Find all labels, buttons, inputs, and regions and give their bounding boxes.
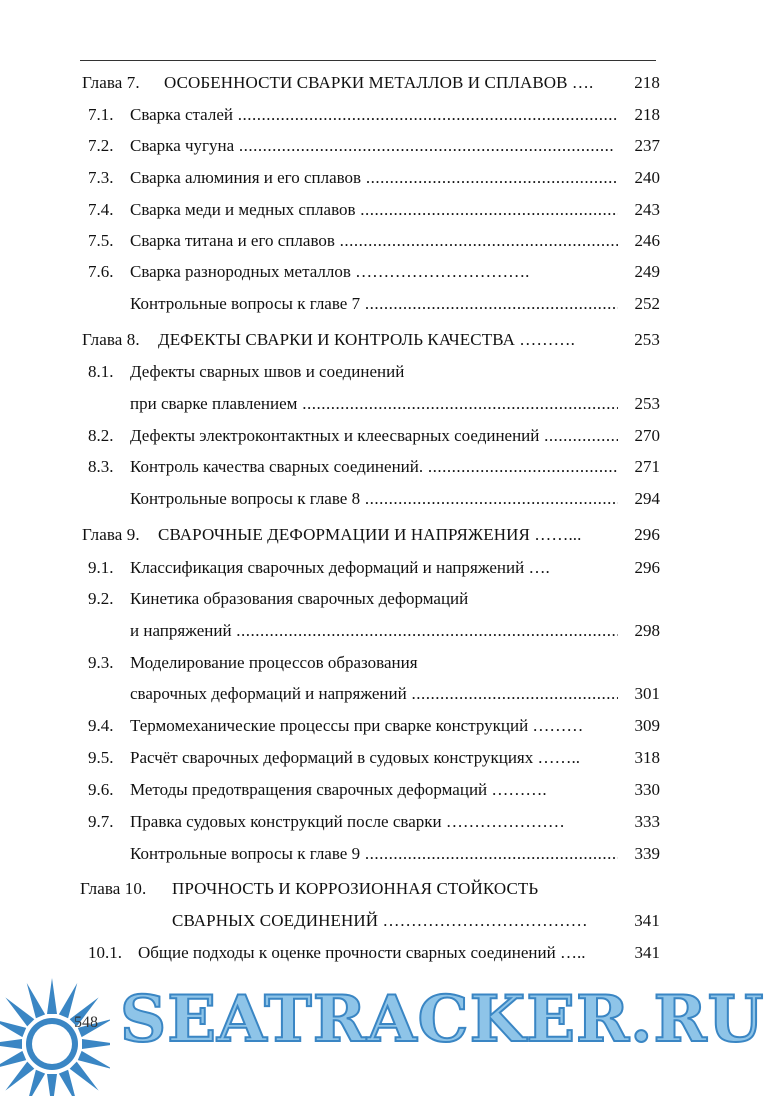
toc-entry-title: сварочных деформаций и напряжений ..... <box>130 683 618 705</box>
toc-entry-title: Общие подходы к оценке прочности сварных соединений ….. <box>138 943 586 962</box>
toc-entry-number: 8.3. <box>88 457 114 476</box>
toc-entry[interactable] <box>0 910 775 932</box>
toc-entry-title: СВАРНЫХ СОЕДИНЕНИЙ ……………………………… <box>172 911 588 930</box>
toc-entry-title: Контрольные вопросы к главе 7 ..... <box>130 293 618 315</box>
toc-entry[interactable] <box>0 557 775 579</box>
sun-logo-icon <box>0 976 110 1096</box>
toc-entry-title: и напряжений ..... <box>130 620 618 642</box>
toc-entry-title: при сварке плавлением ..... <box>130 393 618 415</box>
toc-entry-page: 240 <box>634 168 660 187</box>
toc-entry-page: 318 <box>634 748 660 767</box>
toc-entry-number: 7.4. <box>88 200 114 219</box>
toc-entry[interactable] <box>0 329 775 351</box>
toc-entry-title: Сварка меди и медных сплавов ..... <box>130 199 618 221</box>
page-number: 548 <box>74 1014 98 1031</box>
toc-entry-title: ПРОЧНОСТЬ И КОРРОЗИОННАЯ СТОЙКОСТЬ <box>172 879 539 898</box>
toc-entry-number: 10.1. <box>88 943 122 962</box>
toc-entry-number: 9.3. <box>88 653 114 672</box>
toc-entry[interactable] <box>0 683 775 705</box>
toc-entry[interactable] <box>0 230 775 252</box>
toc-entry-number: Глава 10. <box>80 879 147 898</box>
toc-entry[interactable] <box>0 167 775 189</box>
toc-entry-page: 252 <box>634 294 660 313</box>
toc-entry[interactable] <box>0 652 775 674</box>
toc-entry-page: 237 <box>634 136 660 155</box>
toc-entry[interactable] <box>0 878 775 900</box>
toc-entry-page: 294 <box>634 489 660 508</box>
toc-entry[interactable] <box>0 588 775 610</box>
toc-entry-page: 298 <box>634 621 660 640</box>
toc-entry-page: 341 <box>634 911 660 930</box>
toc-entry-page: 309 <box>634 716 660 735</box>
toc-entry-page: 341 <box>634 943 660 962</box>
toc-entry-page: 243 <box>634 200 660 219</box>
toc-entry-number: 7.6. <box>88 262 114 281</box>
toc-entry[interactable] <box>0 620 775 642</box>
toc-entry-title: Сварка титана и его сплавов ..... <box>130 230 618 252</box>
toc-entry-title: Сварка сталей ..... <box>130 104 618 126</box>
toc-entry-number: 9.7. <box>88 812 114 831</box>
toc-entry-title: СВАРОЧНЫЕ ДЕФОРМАЦИИ И НАПРЯЖЕНИЯ ……... <box>158 525 582 544</box>
toc-entry-title: Классификация сварочных деформаций и напряжений …. <box>130 558 550 577</box>
top-rule <box>80 60 656 61</box>
toc-entry-title: Сварка разнородных металлов …………………………. <box>130 262 530 281</box>
toc-entry[interactable] <box>0 811 775 833</box>
toc-entry-page: 218 <box>634 73 660 92</box>
toc-entry[interactable] <box>0 199 775 221</box>
toc-entry[interactable] <box>0 72 775 94</box>
toc-entry[interactable] <box>0 779 775 801</box>
toc-entry-number: Глава 9. <box>82 525 140 544</box>
toc-entry-title: Кинетика образования сварочных деформаций <box>130 589 469 608</box>
toc-entry-number: Глава 7. <box>82 73 140 92</box>
toc-entry-title: Дефекты электроконтактных и клеесварных соединений ..... <box>130 425 618 447</box>
toc-entry-number: 7.2. <box>88 136 114 155</box>
toc-entry-title: Расчёт сварочных деформаций в судовых конструкциях …….. <box>130 748 580 767</box>
toc-entry-number: 9.6. <box>88 780 114 799</box>
toc-entry[interactable] <box>0 261 775 283</box>
toc-entry-page: 246 <box>634 231 660 250</box>
toc-entry-number: 8.2. <box>88 426 114 445</box>
toc-entry-number: Глава 8. <box>82 330 140 349</box>
toc-entry-page: 249 <box>634 262 660 281</box>
toc-entry[interactable] <box>0 747 775 769</box>
toc-entry[interactable] <box>0 488 775 510</box>
toc-entry[interactable] <box>0 843 775 865</box>
toc-entry[interactable] <box>0 361 775 383</box>
toc-entry-page: 296 <box>634 558 660 577</box>
toc-entry-page: 330 <box>634 780 660 799</box>
toc-entry-title: ДЕФЕКТЫ СВАРКИ И КОНТРОЛЬ КАЧЕСТВА ………. <box>158 330 575 349</box>
toc-entry-number: 7.5. <box>88 231 114 250</box>
toc-entry-title: Контроль качества сварных соединений. ..... <box>130 456 618 478</box>
toc-entry-title: Моделирование процессов образования <box>130 653 418 672</box>
toc-entry-page: 301 <box>634 684 660 703</box>
watermark-text: SEATRACKER.RU <box>120 982 765 1057</box>
toc-entry-number: 9.2. <box>88 589 114 608</box>
toc-entry-title: Сварка чугуна ..... <box>130 135 614 157</box>
toc-entry[interactable] <box>0 715 775 737</box>
toc-entry[interactable] <box>0 135 775 157</box>
toc-entry[interactable] <box>0 393 775 415</box>
toc-entry-page: 218 <box>634 105 660 124</box>
toc-entry-page: 270 <box>634 426 660 445</box>
toc-entry-number: 9.5. <box>88 748 114 767</box>
toc-entry-number: 9.4. <box>88 716 114 735</box>
toc-entry-page: 253 <box>634 394 660 413</box>
toc-entry-title: Контрольные вопросы к главе 8 ..... <box>130 488 618 510</box>
toc-entry[interactable] <box>0 456 775 478</box>
toc-entry-page: 339 <box>634 844 660 863</box>
toc-entry-page: 333 <box>634 812 660 831</box>
toc-entry-title: Термомеханические процессы при сварке конструкций ……… <box>130 716 584 735</box>
toc-entry-number: 7.3. <box>88 168 114 187</box>
toc-entry[interactable] <box>0 293 775 315</box>
toc-entry[interactable] <box>0 425 775 447</box>
toc-entry[interactable] <box>0 104 775 126</box>
toc-entry-page: 253 <box>634 330 660 349</box>
toc-entry-number: 9.1. <box>88 558 114 577</box>
toc-entry-title: Сварка алюминия и его сплавов ..... <box>130 167 618 189</box>
toc-entry-page: 296 <box>634 525 660 544</box>
toc-entry-title: ОСОБЕННОСТИ СВАРКИ МЕТАЛЛОВ И СПЛАВОВ …. <box>164 73 594 92</box>
toc-entry[interactable] <box>0 524 775 546</box>
toc-entry-title: Дефекты сварных швов и соединений <box>130 362 405 381</box>
toc-entry-number: 8.1. <box>88 362 114 381</box>
footer <box>0 960 775 1095</box>
toc-entry-page: 271 <box>634 457 660 476</box>
toc-entry-number: 7.1. <box>88 105 114 124</box>
toc-entry-title: Правка судовых конструкций после сварки ………………… <box>130 812 565 831</box>
toc-entry-title: Методы предотвращения сварочных деформаций ………. <box>130 780 547 799</box>
toc-entry-title: Контрольные вопросы к главе 9 ..... <box>130 843 618 865</box>
